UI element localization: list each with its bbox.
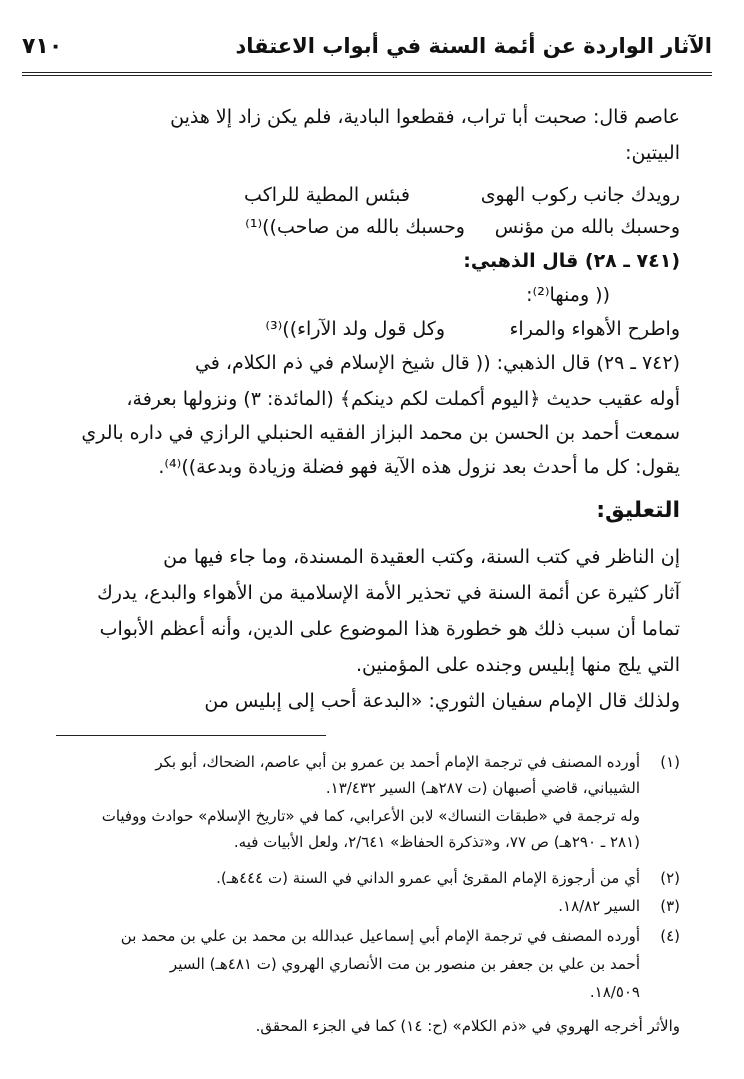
footnote-line: السير ١٨/٨٢. (558, 897, 640, 915)
verse-hemistich: وحسبك بالله من صاحب))⁽¹⁾ (245, 216, 465, 238)
verse-hemistich: وحسبك بالله من مؤنس (494, 216, 680, 238)
footnote-line: وله ترجمة في «طبقات النساك» لابن الأعرابي، كما في «تاريخ الإسلام» حوادث ووفيات (101, 807, 640, 825)
text-line: أوله عقيب حديث ﴿اليوم أكملت لكم دينكم﴾ (المائدة: ٣) ونزولها بعرفة، (126, 388, 680, 410)
footnote-line: أحمد بن علي بن جعفر بن منصور بن مت الأنصاري الهروي (ت ٤٨١هـ) السير (169, 955, 640, 973)
text-line: آثار كثيرة عن أئمة السنة في تحذير الأمة الإسلامية من الأهواء والبدع، يدرك (97, 582, 680, 604)
text-line: عاصم قال: صحبت أبا تراب، فقطعوا البادية، فلم يكن زاد إلا هذين (170, 106, 680, 128)
footnote-number: (٢) (660, 869, 680, 887)
text-line: (٧٤١ ـ ٢٨) قال الذهبي: (463, 250, 680, 272)
footnote-line: (٢٨١ ـ ٢٩٠هـ) ص ٧٧، و«تذكرة الحفاظ» ٢/٦٤١، ولعل الأبيات فيه. (233, 833, 640, 851)
footnote-divider (56, 735, 326, 736)
footnote-line: ١٨/٥٠٩. (589, 983, 640, 1001)
text-line: (( ومنها⁽²⁾: (526, 284, 610, 306)
verse-hemistich: فبئس المطية للراكب (244, 184, 410, 206)
page-header (22, 28, 712, 76)
text-line: تماما أن سبب ذلك هو خطورة هذا الموضوع على الدين، وأنه أعظم الأبواب (99, 618, 680, 640)
text-line: التي يلج منها إبليس وجنده على المؤمنين. (355, 654, 680, 676)
verse-hemistich: رويدك جانب ركوب الهوى (480, 184, 680, 206)
section-heading: التعليق: (596, 498, 680, 523)
running-title: الآثار الواردة عن أئمة السنة في أبواب الاعتقاد (235, 34, 712, 58)
text-line: إن الناظر في كتب السنة، وكتب العقيدة المسندة، وما جاء فيها من (163, 546, 680, 568)
text-line: ولذلك قال الإمام سفيان الثوري: «البدعة أحب إلى إبليس من (204, 690, 680, 712)
footnote-number: (٤) (660, 927, 680, 945)
text-line: البيتين: (625, 142, 680, 164)
footnote-line: والأثر أخرجه الهروي في «ذم الكلام» (ح: ١٤) كما في الجزء المحقق. (255, 1017, 680, 1035)
footnote-line: أي من أرجوزة الإمام المقرئ أبي عمرو الداني في السنة (ت ٤٤٤هـ). (216, 869, 640, 887)
text-line: (٧٤٢ ـ ٢٩) قال الذهبي: (( قال شيخ الإسلام في ذم الكلام، في (194, 352, 680, 374)
footnote-line: أورده المصنف في ترجمة الإمام أحمد بن عمرو بن أبي عاصم، الضحاك، أبو بكر (155, 753, 640, 771)
footnote-number: (١) (660, 753, 680, 771)
verse-hemistich: وكل قول ولد الآراء))⁽³⁾ (265, 318, 445, 340)
page-number: ٧١٠ (22, 34, 63, 59)
footnote-line: الشيباني، قاضي أصبهان (ت ٢٨٧هـ) السير ١٣/٤٣٢. (325, 779, 640, 797)
footnote-line: أورده المصنف في ترجمة الإمام أبي إسماعيل عبدالله بن محمد بن علي بن محمد بن (120, 927, 640, 945)
footnote-number: (٣) (660, 897, 680, 915)
text-line: يقول: كل ما أحدث بعد نزول هذه الآية فهو فضلة وزيادة وبدعة))⁽⁴⁾. (158, 456, 680, 478)
text-line: سمعت أحمد بن الحسن بن محمد البزاز الفقيه الحنبلي الرازي في داره بالري (81, 422, 680, 444)
verse-hemistich: واطرح الأهواء والمراء (509, 318, 680, 340)
